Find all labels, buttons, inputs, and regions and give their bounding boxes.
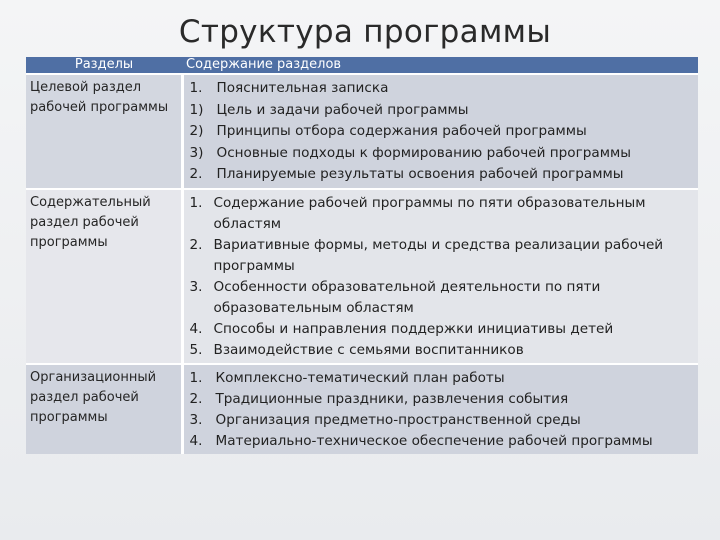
list-item: 1) Цель и задачи рабочей программы [189, 101, 469, 118]
list-item: 2. Традиционные праздники, развлечения события [189, 390, 569, 407]
page-title: Структура программы [178, 14, 552, 50]
table-row [26, 189, 698, 364]
list-item: 2) Принципы отбора содержания рабочей программы [189, 123, 587, 139]
section-content-contents [182, 189, 698, 364]
table-row [26, 364, 698, 454]
list-item: 1. Пояснительная записка [189, 80, 389, 96]
header-contents: Содержание разделов [182, 57, 698, 74]
section-organizational-contents [182, 364, 698, 454]
list-item: 2. Вариативные формы, методы и средства реализации рабочей программы [189, 236, 664, 274]
list-item: 2. Планируемые результаты освоения рабочей программы [189, 166, 624, 182]
table-header-row [26, 57, 698, 74]
section-organizational: Организационный раздел рабочей программы [26, 364, 182, 454]
list-item: 3. Организация предметно-пространственной среды [189, 411, 581, 428]
list-item: 3) Основные подходы к формированию рабочей программы [189, 144, 631, 161]
table-row [26, 74, 698, 189]
header-sections: Разделы [26, 57, 182, 74]
section-target: Целевой раздел рабочей программы [26, 74, 182, 189]
list-item: 4. Способы и направления поддержки инициативы детей [189, 320, 614, 337]
section-target-contents [182, 74, 698, 189]
list-item: 4. Материально-техническое обеспечение рабочей программы [189, 432, 653, 449]
section-content: Содержательный раздел рабочей программы [26, 189, 182, 364]
list-item: 5. Взаимодействие с семьями воспитанников [189, 341, 524, 358]
list-item: 3. Особенности образовательной деятельности по пяти образовательным областям [189, 278, 601, 316]
list-item: 1. Комплексно-тематический план работы [189, 369, 505, 386]
list-item: 1. Содержание рабочей программы по пяти образовательным областям [189, 194, 646, 232]
program-structure-table [26, 57, 698, 454]
